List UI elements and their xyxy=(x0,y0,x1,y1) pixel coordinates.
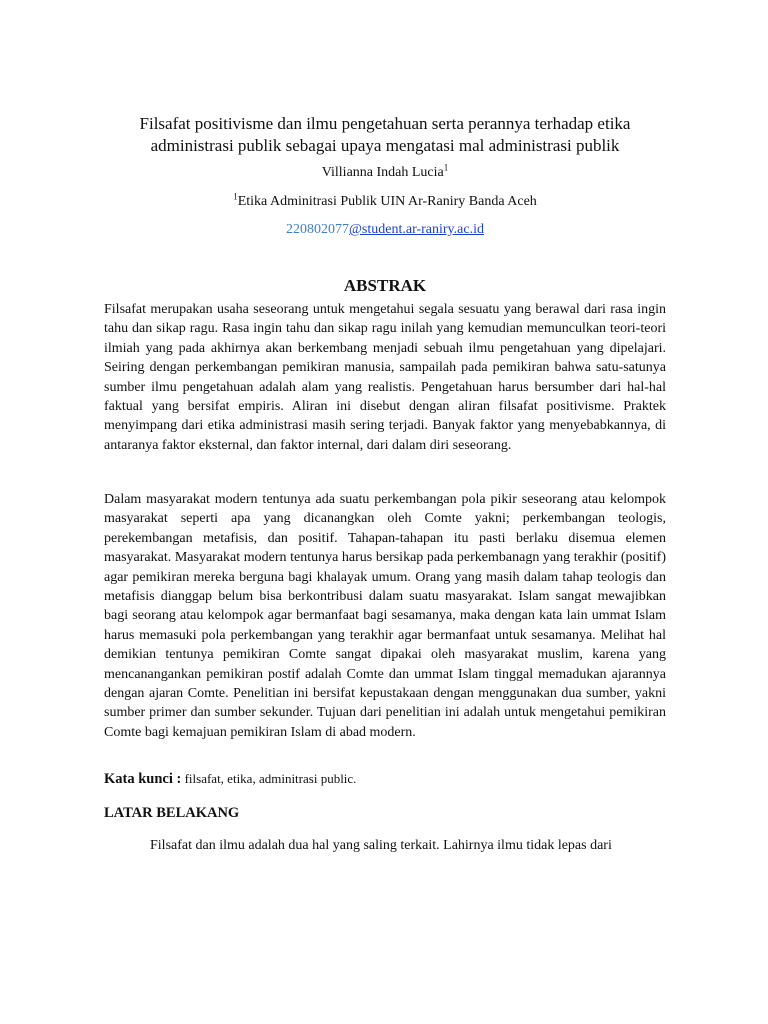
title-line-1: Filsafat positivisme dan ilmu pengetahuan serta perannya terhadap etika xyxy=(139,114,631,133)
email-link[interactable]: @student.ar-raniry.ac.id xyxy=(349,222,484,237)
email-line xyxy=(104,221,666,239)
paper-title xyxy=(104,113,666,157)
keywords-line xyxy=(104,770,666,788)
keywords-value: filsafat, etika, adminitrasi public. xyxy=(181,771,357,786)
author-line xyxy=(104,164,666,182)
abstract-paragraph-2: Dalam masyarakat modern tentunya ada suatu perkembangan pola pikir seseorang atau kelompok masyarakat seperti apa yang dicanangkan oleh Comte yakni; perkembangan teologis, perekembangan metafisis, dan positif. Tahapan-tahapan itu pasti berlaku disemua elemen masyarakat. Masyarakat modern tentunya harus bersikap pada perkembanagn yang terakhir (positif) agar pemikiran mereka berguna bagi khalayak umum. Orang yang masih dalam tahap teologis dan metafisis dianggap belum bisa berkontribusi dalam suatu masyarakat. Islam sangat mewajibkan bagi seorang atau kelompok agar bermanfaat bagi sesamanya, maka dengan kata lain ummat Islam harus memasuki pola perkembangan yang terakhir agar bermanfaat untuk sesamanya. Melihat hal demikian tentunya pemikiran Comte sangat dipakai oleh masyarakat muslim, karena yang mencanangankan pemikiran postif adalah Comte dan ummat Islam tinggal memadukan ajarannya dengan ajaran Comte. Penelitian ini bersifat kepustakaan dengan menggunakan dua sumber, yakni sumber primer dan sumber sekunder. Tujuan dari penelitian ini adalah untuk mengetahui pemikiran Comte bagi kemajuan pemikiran Islam di abad modern. xyxy=(104,492,666,740)
title-line-2: administrasi publik sebagai upaya mengatasi mal administrasi publik xyxy=(150,136,620,155)
email-id: 220802077 xyxy=(286,222,350,237)
affiliation-text: Etika Adminitrasi Publik UIN Ar-Raniry Banda Aceh xyxy=(237,194,537,209)
author-name: Villianna Indah Lucia xyxy=(321,165,444,180)
keywords-label: Kata kunci : xyxy=(104,771,182,787)
abstract-paragraph-1: Filsafat merupakan usaha seseorang untuk mengetahui segala sesuatu yang berawal dari rasa ingin tahu dan sikap ragu. Rasa ingin tahu dan sikap ragu inilah yang kemudian memunculkan teori-teori ilmiah yang pada akhirnya akan berkembang menjadi sebuah ilmu pengetahuan yang dipelajari. Seiring dengan perkembangan pemikiran manusia, sampailah pada pemikiran bahwa satu-satunya sumber ilmu pengetahuan adalah alam yang realistis. Pengetahuan harus bersumber dari hal-hal faktual yang bersifat empiris. Aliran ini disebut dengan aliran filsafat positivisme. Praktek menyimpang dari etika administrasi masih sering terjadi. Banyak faktor yang menyebabkannya, di antaranya faktor eksternal, dan faktor internal, dari dalam diri seseorang. xyxy=(104,302,666,453)
affiliation-superscript: 1 xyxy=(233,191,238,202)
affiliation-line xyxy=(104,193,666,211)
section-first-line: Filsafat dan ilmu adalah dua hal yang saling terkait. Lahirnya ilmu tidak lepas dari xyxy=(150,838,612,853)
abstract-heading: ABSTRAK xyxy=(343,276,427,295)
author-superscript: 1 xyxy=(443,162,449,173)
section-heading-latar-belakang: LATAR BELAKANG xyxy=(104,805,240,821)
